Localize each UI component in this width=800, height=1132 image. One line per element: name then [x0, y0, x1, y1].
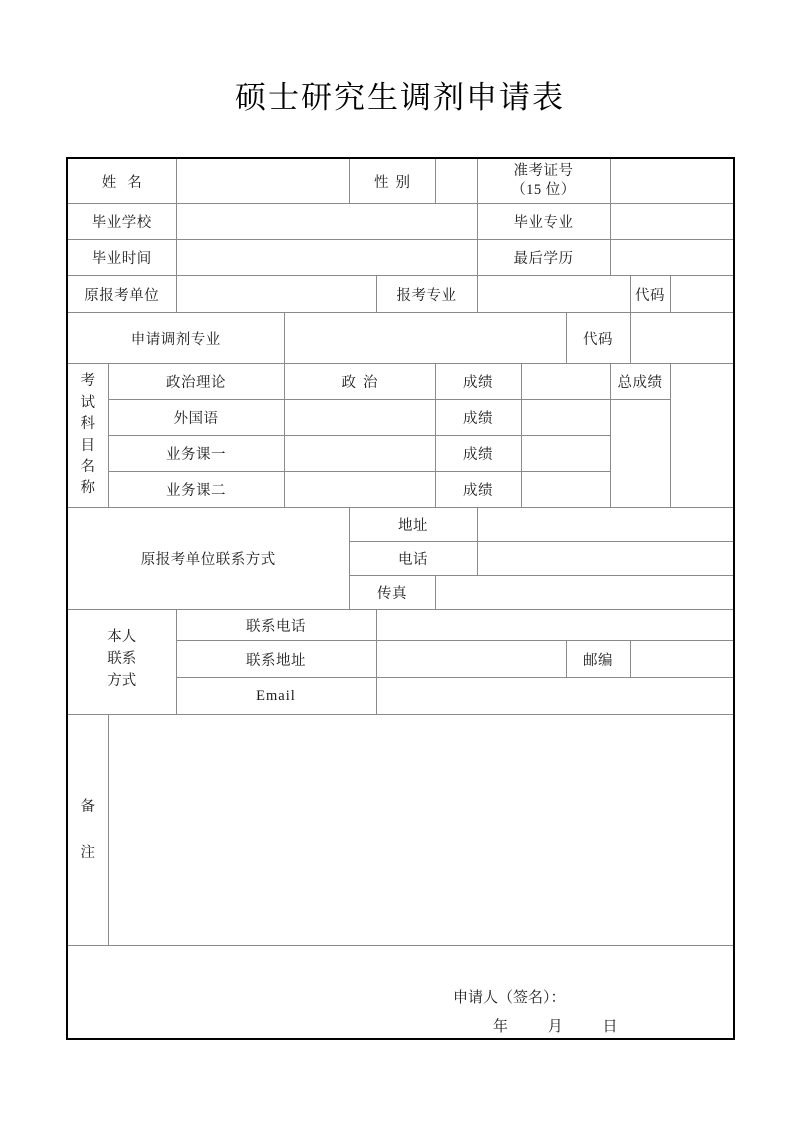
table-row-exam-subject-2: [67, 400, 734, 436]
signature-date-label: 年 月 日: [493, 1018, 636, 1035]
personal-phone-input[interactable]: [376, 610, 734, 641]
subject-1-score-label: 成绩: [435, 364, 521, 400]
application-form-container: [66, 157, 733, 1040]
table-row-graduate-time: [67, 240, 734, 276]
exam-number-label: [477, 158, 610, 204]
unit-contact-phone-input[interactable]: [477, 542, 734, 576]
personal-contact-section-label-text: 本人联系方式: [107, 628, 137, 690]
applied-major-label: 报考专业: [376, 276, 477, 313]
graduate-school-label: 毕业学校: [67, 204, 176, 240]
applied-major-code-label: 代码: [630, 276, 670, 313]
unit-contact-address-input[interactable]: [477, 508, 734, 542]
subject-1-label: 政治理论: [108, 364, 284, 400]
total-score-input[interactable]: [610, 400, 670, 508]
name-input[interactable]: [176, 158, 349, 204]
table-row-graduate-school: [67, 204, 734, 240]
table-row-signature: [67, 946, 734, 1040]
personal-phone-label: 联系电话: [176, 610, 376, 641]
graduate-major-label: 毕业专业: [477, 204, 610, 240]
subject-3-value[interactable]: [284, 436, 435, 472]
postcode-label: 邮编: [566, 641, 630, 678]
personal-email-label: Email: [176, 678, 376, 715]
applied-major-code-input[interactable]: [670, 276, 734, 313]
signature-inner: [453, 984, 636, 1041]
original-unit-input[interactable]: [176, 276, 376, 313]
subject-2-score-label: 成绩: [435, 400, 521, 436]
unit-contact-address-label: 地址: [349, 508, 477, 542]
subject-3-score-input[interactable]: [521, 436, 610, 472]
gender-input[interactable]: [435, 158, 477, 204]
subject-2-label: 外国语: [108, 400, 284, 436]
personal-email-input[interactable]: [376, 678, 734, 715]
name-label: 姓名: [67, 158, 176, 204]
unit-contact-section-label: 原报考单位联系方式: [67, 508, 349, 610]
subject-4-label: 业务课二: [108, 472, 284, 508]
original-unit-label: 原报考单位: [67, 276, 176, 313]
application-form-table: [66, 157, 735, 1040]
table-row-identity: [67, 158, 734, 204]
subject-4-value[interactable]: [284, 472, 435, 508]
highest-degree-label: 最后学历: [477, 240, 610, 276]
remarks-input[interactable]: [108, 715, 734, 946]
graduate-time-label: 毕业时间: [67, 240, 176, 276]
gender-label: 性别: [349, 158, 435, 204]
applicant-signature-label: 申请人（签名）：: [453, 990, 566, 1006]
subject-2-score-input[interactable]: [521, 400, 610, 436]
postcode-input[interactable]: [630, 641, 734, 678]
graduate-major-input[interactable]: [610, 204, 734, 240]
personal-address-label: 联系地址: [176, 641, 376, 678]
total-score-label: 总成绩: [610, 364, 670, 400]
remarks-label-text: 备注: [80, 798, 95, 861]
table-row-transfer-major: [67, 313, 734, 364]
subject-3-score-label: 成绩: [435, 436, 521, 472]
exam-number-label-line1: 准考证号: [513, 163, 574, 180]
subject-2-value[interactable]: [284, 400, 435, 436]
transfer-major-code-input[interactable]: [630, 313, 734, 364]
transfer-major-input[interactable]: [284, 313, 566, 364]
transfer-major-code-label: 代码: [566, 313, 630, 364]
table-row-remarks: [67, 715, 734, 946]
applied-major-input[interactable]: [477, 276, 630, 313]
remarks-label: [67, 715, 108, 946]
exam-section-label: [67, 364, 108, 508]
subject-4-score-label: 成绩: [435, 472, 521, 508]
highest-degree-input[interactable]: [610, 240, 734, 276]
personal-contact-section-label: [67, 610, 176, 715]
subject-1-score-input[interactable]: [521, 364, 610, 400]
graduate-school-input[interactable]: [176, 204, 477, 240]
personal-address-input[interactable]: [376, 641, 566, 678]
graduate-time-input[interactable]: [176, 240, 477, 276]
signature-block: [67, 946, 734, 1040]
page-title: 硕士研究生调剂申请表: [235, 80, 565, 115]
exam-number-label-line2: （15 位）: [511, 182, 576, 198]
table-row-original-unit: [67, 276, 734, 313]
transfer-major-label: 申请调剂专业: [67, 313, 284, 364]
subject-3-label: 业务课一: [108, 436, 284, 472]
table-row-personal-phone: [67, 610, 734, 641]
exam-section-label-text: 考试科目名称: [80, 373, 95, 497]
table-row-exam-subject-1: [67, 364, 734, 400]
subject-4-score-input[interactable]: [521, 472, 610, 508]
unit-contact-phone-label: 电话: [349, 542, 477, 576]
unit-contact-fax-input[interactable]: [435, 576, 734, 610]
table-row-unit-contact-address: [67, 508, 734, 542]
subject-1-value[interactable]: 政治: [284, 364, 435, 400]
exam-number-input[interactable]: [610, 158, 734, 204]
unit-contact-fax-label: 传真: [349, 576, 435, 610]
